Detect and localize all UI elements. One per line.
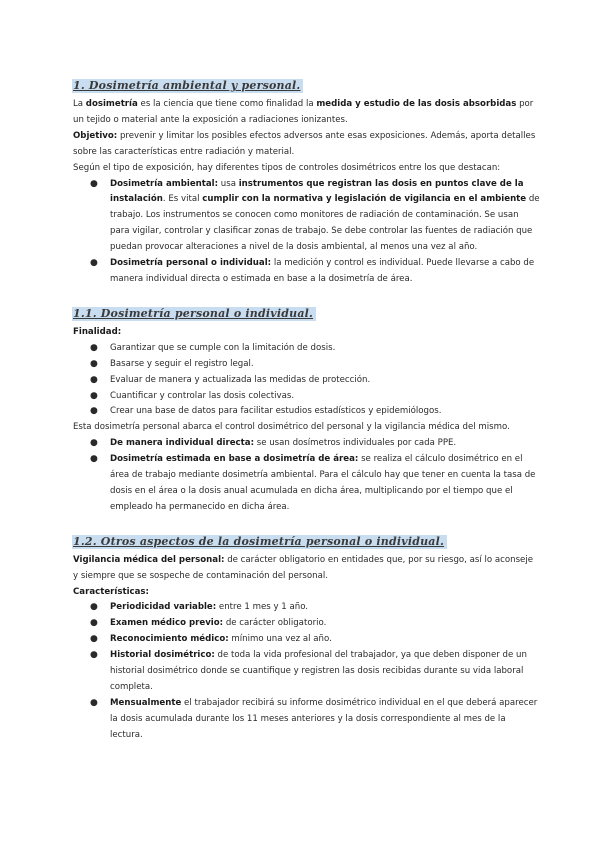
bullet-icon: ●: [90, 634, 98, 645]
list-item: ● Cuantificar y controlar las dosis colectivas.: [110, 389, 540, 405]
list-item: ● Evaluar de manera y actualizada las medidas de protección.: [110, 373, 540, 389]
bullet-icon: ●: [90, 406, 98, 417]
bullet-icon: ●: [90, 390, 98, 401]
bullet-icon: ●: [90, 650, 98, 661]
bullet-icon: ●: [90, 358, 98, 369]
caracteristicas-list: [73, 600, 540, 743]
list-item: ● Historial dosimétrico: de toda la vida profesional del trabajador, ya que deben disponer de un historial dosimétrico donde se cuantifique y registren las dosis recibidas durante su vida laboral completa.: [90, 650, 527, 692]
bullet-icon: ●: [90, 602, 98, 613]
bullet-icon: ●: [90, 438, 98, 449]
section-1: [73, 74, 540, 288]
list-item: ● Basarse y seguir el registro legal.: [110, 357, 540, 373]
dosimetry-types-list: [73, 177, 540, 288]
list-item: ● Garantizar que se cumple con la limitación de dosis.: [110, 341, 540, 357]
objetivo-paragraph: Objetivo: prevenir y limitar los posibles efectos adversos ante esas exposiciones. Además, aporta detalles sobre las características entre radiación y material.: [73, 130, 536, 157]
list-item: ● Dosimetría ambiental: usa instrumentos que registran las dosis en puntos clave de la instalación. Es vital cumplir con la normativa y legislación de vigilancia en el ambiente de trabajo. Los instrumentos se conocen como monitores de radiación de contaminación. Se usan para vigilar, controlar y clasificar zonas de trabajo. Se debe controlar las fuentes de radiación que puedan provocar alteraciones a nivel de la dosis ambiental, al menos una vez al año.: [90, 178, 540, 253]
bullet-icon: ●: [90, 178, 98, 189]
personal-methods-list: [73, 436, 540, 516]
bullet-icon: ●: [90, 258, 98, 269]
bullet-icon: ●: [90, 342, 98, 353]
bullet-icon: ●: [90, 618, 98, 629]
bullet-icon: ●: [90, 454, 98, 465]
vigilancia-paragraph: Vigilancia médica del personal: de carácter obligatorio en entidades que, por su riesgo, así lo aconseje y siempre que se sospeche de contaminación del personal.: [73, 554, 534, 581]
bullet-icon: ●: [90, 697, 98, 708]
section-1-1: [73, 302, 540, 516]
finalidad-label: Finalidad:: [73, 326, 122, 337]
bullet-icon: ●: [90, 374, 98, 385]
section-1-2: [73, 530, 540, 744]
abarca-paragraph: Esta dosimetría personal abarca el control dosimétrico del personal y la vigilancia médica del mismo.: [73, 422, 510, 433]
list-item: ● Periodicidad variable: entre 1 mes y 1 año.: [110, 600, 540, 616]
section-1-2-heading: 1.2. Otros aspectos de la dosimetría personal o individual.: [72, 535, 447, 549]
intro-paragraph: La dosimetría es la ciencia que tiene como finalidad la medida y estudio de las dosis absorbidas por un tejido o material ante la exposición a radiaciones ionizantes.: [73, 99, 534, 125]
section-1-1-heading: 1.1. Dosimetría personal o individual.: [72, 307, 316, 321]
finalidad-list: [73, 341, 540, 421]
caracteristicas-label: Características:: [73, 586, 149, 597]
list-item: ● Mensualmente el trabajador recibirá su informe dosimétrico individual en el que deberá aparecer la dosis acumulada durante los 11 meses anteriores y la dosis correspondiente al mes de la lectura.: [90, 697, 538, 740]
list-item: ● Dosimetría personal o individual: la medición y control es individual. Puede llevarse a cabo de manera individual directa o estimada en base a la dosimetría de área.: [90, 258, 535, 284]
tipos-intro-paragraph: Según el tipo de exposición, hay diferentes tipos de controles dosimétricos entre los que destacan:: [73, 162, 501, 173]
list-item: ● De manera individual directa: se usan dosímetros individuales por cada PPE.: [110, 436, 540, 452]
section-1-heading: 1. Dosimetría ambiental y personal.: [72, 79, 303, 93]
list-item: ● Dosimetría estimada en base a dosimetría de área: se realiza el cálculo dosimétrico en el área de trabajo mediante dosimetría ambiental. Para el cálculo hay que tener en cuenta la tasa de dosis en el área o la dosis anual acumulada en dicha área, multiplicando por el tiempo que el empleado ha permanecido en dicha área.: [90, 454, 536, 512]
list-item: ● Reconocimiento médico: mínimo una vez al año.: [110, 632, 540, 648]
list-item: ● Examen médico previo: de carácter obligatorio.: [110, 616, 540, 632]
list-item: ● Crear una base de datos para facilitar estudios estadísticos y epidemiólogos.: [110, 404, 540, 420]
